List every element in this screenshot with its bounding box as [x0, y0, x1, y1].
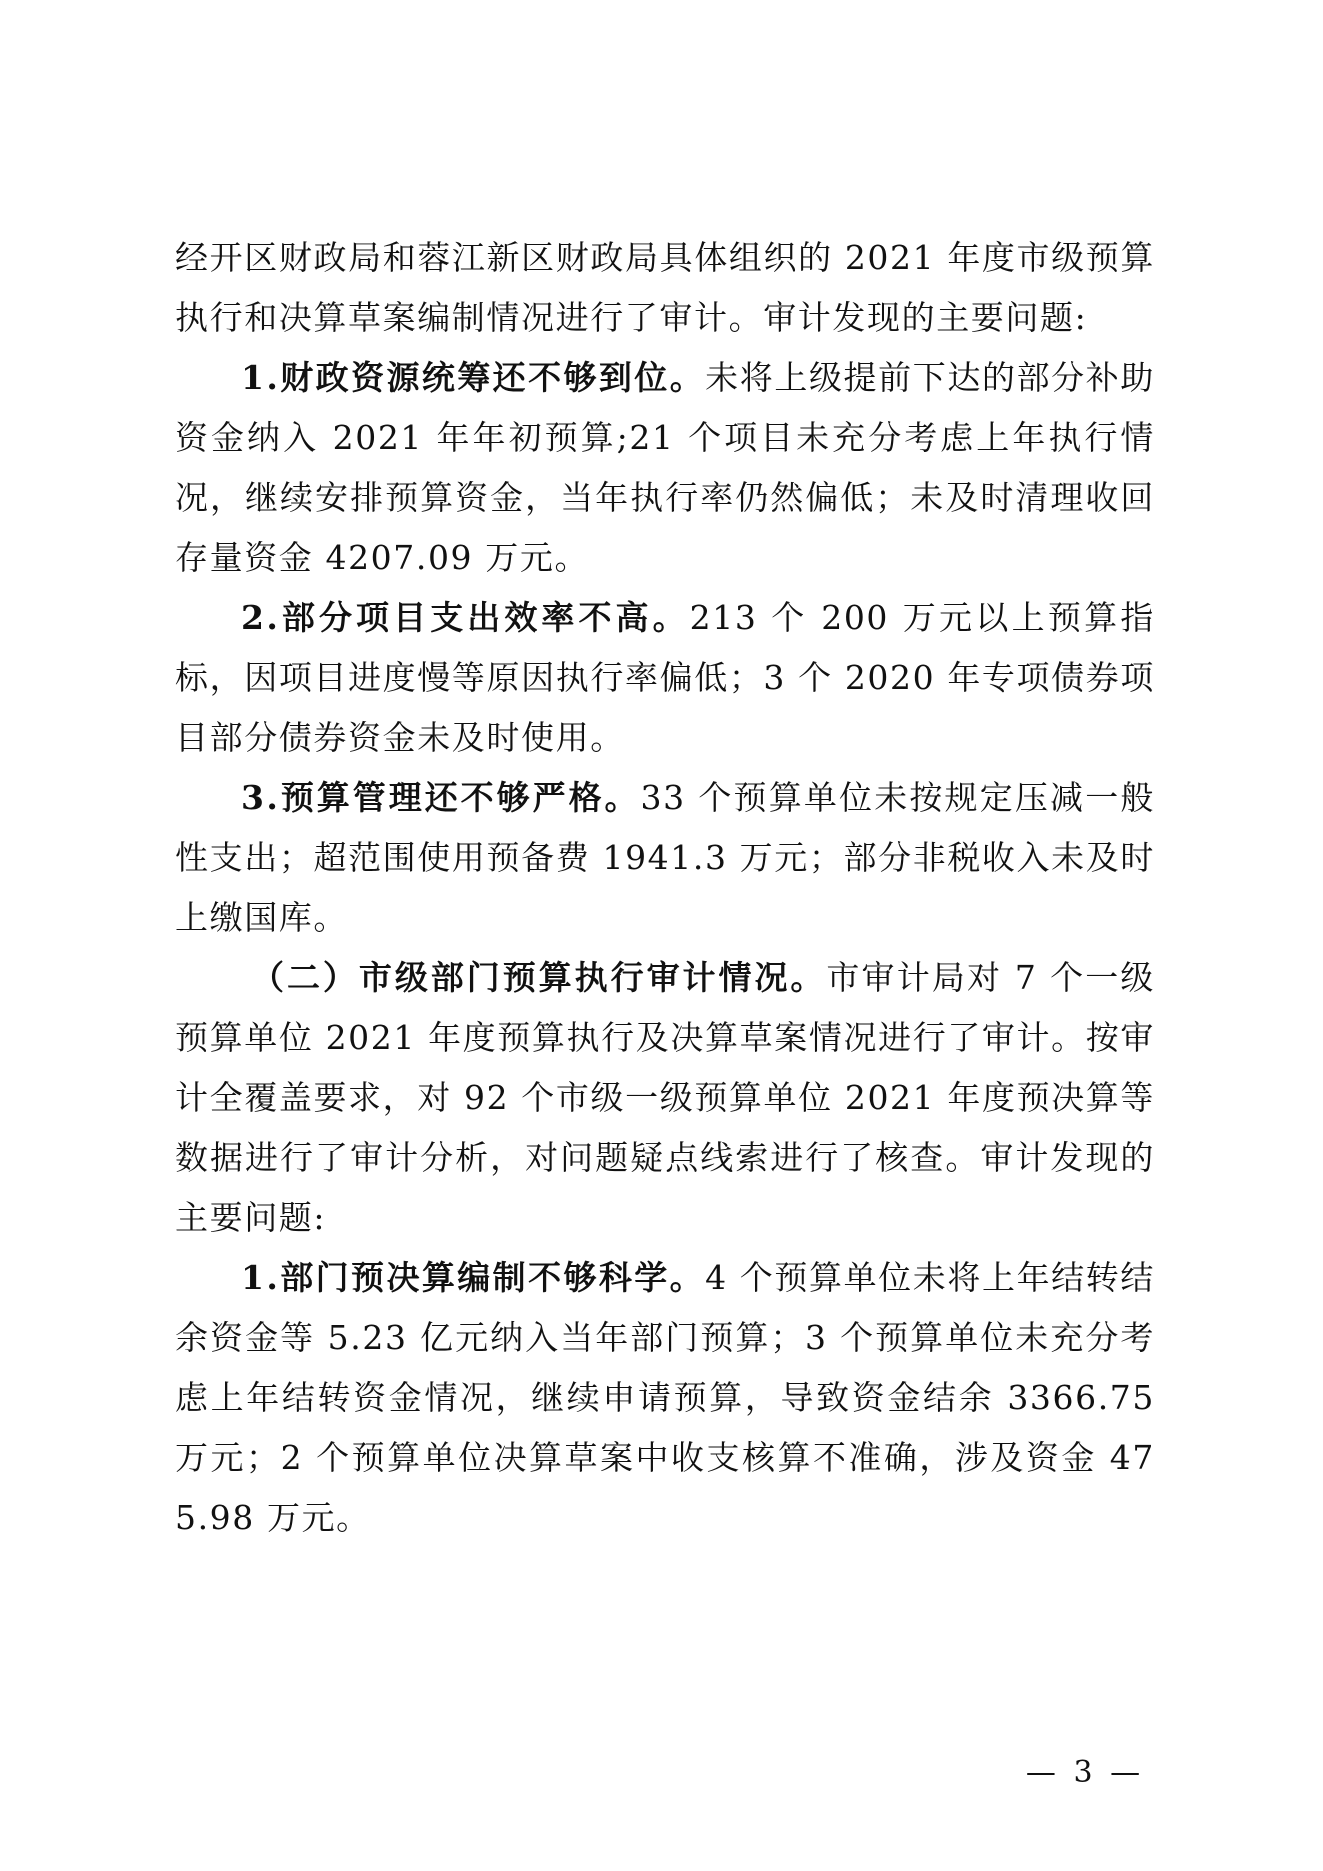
paragraph-item-2 — [175, 588, 1155, 768]
paragraph-heading: 3.预算管理还不够严格。 — [241, 778, 641, 817]
section-heading: （二）市级部门预算执行审计情况。 — [251, 958, 827, 997]
paragraph-item-1 — [175, 348, 1155, 588]
paragraph-heading: 1.部门预决算编制不够科学。 — [241, 1258, 706, 1297]
paragraph-continuation — [175, 228, 1155, 348]
section-heading-paragraph — [175, 948, 1155, 1248]
paragraph-text: 213 个 200 万元以上预算指标，因项目进度慢等原因执行率偏低；3 个 2020 年专项债券项目部分债券资金未及时使用。 — [175, 598, 1155, 757]
paragraph-text: 未将上级提前下达的部分补助资金纳入 2021 年年初预算;21 个项目未充分考虑上年执行情况，继续安排预算资金，当年执行率仍然偏低；未及时清理收回存量资金 4207.09 万元。 — [175, 358, 1155, 577]
paragraph-text: 4 个预算单位未将上年结转结余资金等 5.23 亿元纳入当年部门预算；3 个预算单位未充分考虑上年结转资金情况，继续申请预算，导致资金结余 3366.75 万元；2 个预算单位决算草案中收支核算不准确，涉及资金 475.98 万元。 — [175, 1258, 1155, 1537]
page-number: — 3 — — [1025, 1755, 1145, 1790]
paragraph-text: 市审计局对 7 个一级预算单位 2021 年度预算执行及决算草案情况进行了审计。按审计全覆盖要求，对 92 个市级一级预算单位 2021 年度预决算等数据进行了审计分析，对问题疑点线索进行了核查。审计发现的主要问题: — [175, 958, 1155, 1237]
paragraph-item-1-b — [175, 1248, 1155, 1548]
paragraph-item-3 — [175, 768, 1155, 948]
paragraph-text: 33 个预算单位未按规定压减一般性支出；超范围使用预备费 1941.3 万元；部分非税收入未及时上缴国库。 — [175, 778, 1155, 937]
paragraph-text: 经开区财政局和蓉江新区财政局具体组织的 2021 年度市级预算执行和决算草案编制情况进行了审计。审计发现的主要问题: — [175, 238, 1155, 337]
document-body — [175, 228, 1155, 1548]
paragraph-heading: 1.财政资源统筹还不够到位。 — [241, 358, 706, 397]
paragraph-heading: 2.部分项目支出效率不高。 — [241, 598, 690, 637]
